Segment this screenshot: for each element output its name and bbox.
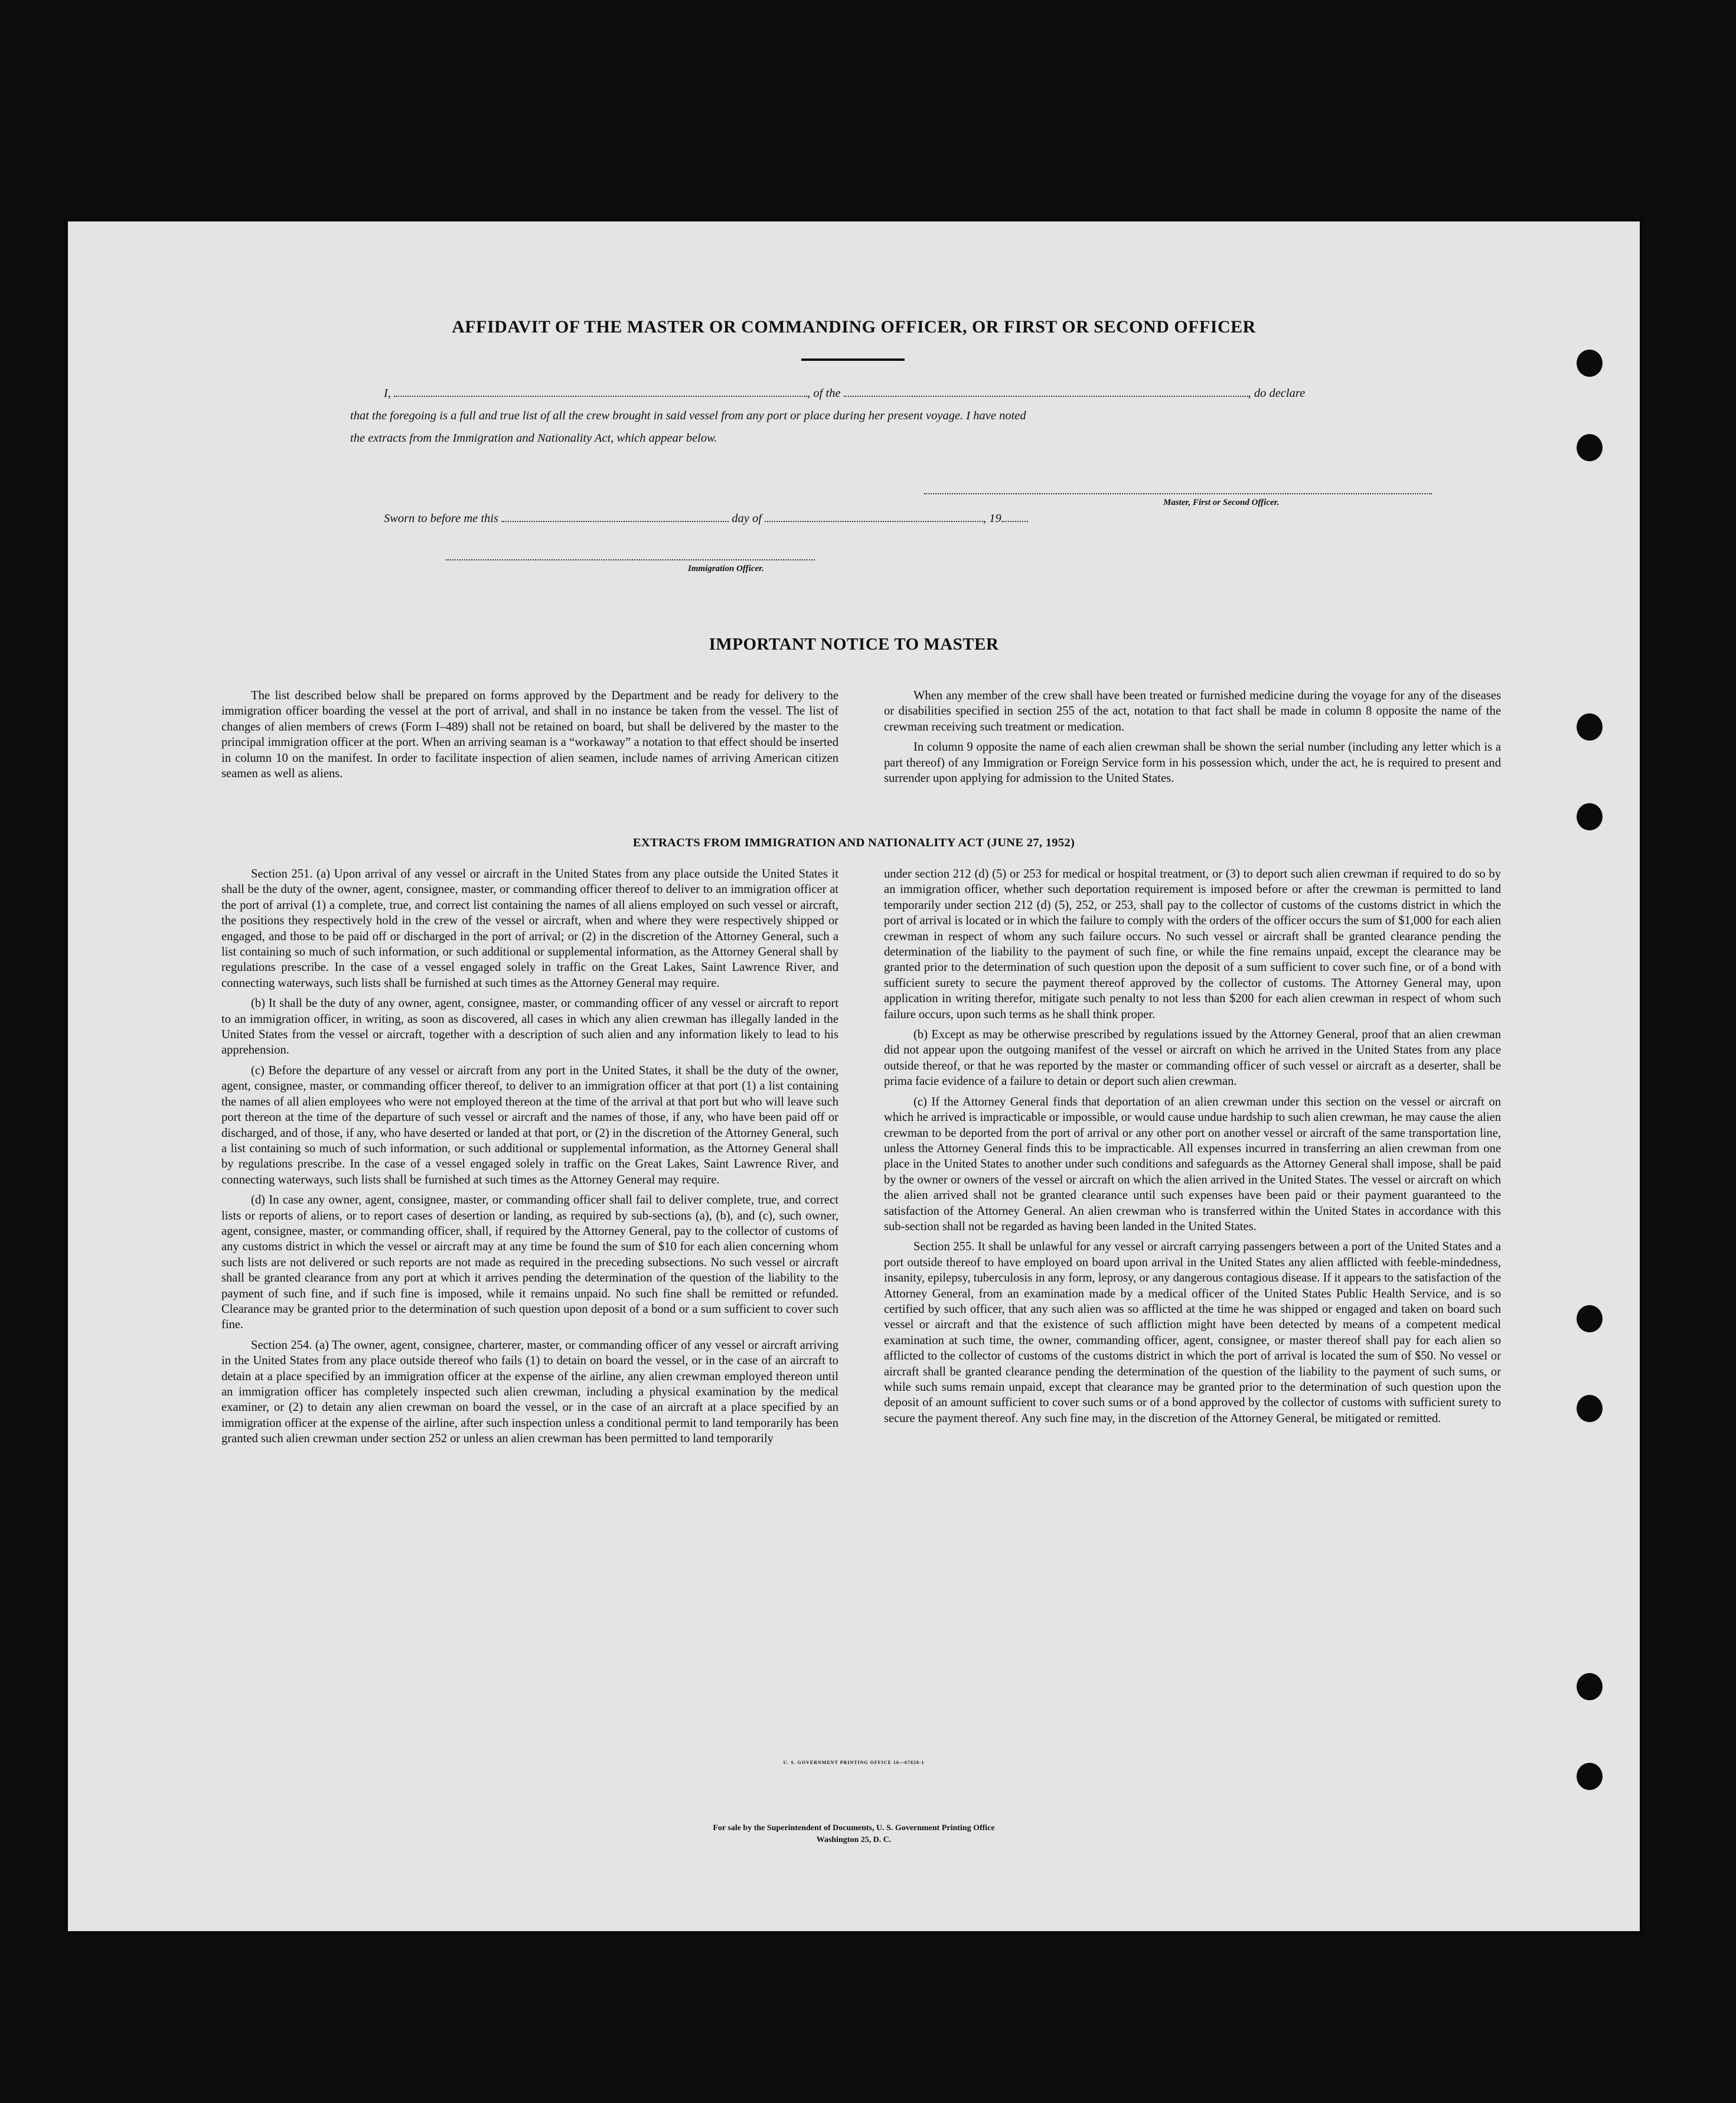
notice-right-column	[884, 688, 1501, 791]
affidavit-of-the: , of the	[807, 387, 841, 400]
master-caption: Master, First or Second Officer.	[1163, 498, 1280, 507]
extract-paragraph: (b) It shall be the duty of any owner, agent, consignee, master, or commanding officer of any vessel or aircraft to report to an immigration officer, in writing, as soon as discovered, all cases in which any alien crewman has illegally landed in the United States from the vessel or aircraft, together with a description of such alien and any information likely to lead to his apprehension.	[221, 997, 838, 1057]
extract-paragraph: under section 212 (d) (5) or 253 for medical or hospital treatment, or (3) to deport such alien crewman if required to do so by an immigration officer, whether such deportation requirement is imposed before or after the crewman is permitted to land temporarily under section 212 (d) (5), 252, or 253, shall pay to the collector of customs of the customs district in which the port of arrival is located or in which the failure to comply with the orders of the officer occurs the sum of $1,000 for each alien crewman in respect of whom any such failure occurs. No such vessel or aircraft shall be granted clearance pending the determination of the liability to the payment of such fine, or while the fine remains unpaid, except the clearance may be granted prior to the determination of such question upon the deposit of a sum sufficient to cover such fine, or of a bond with sufficient surety to secure the payment thereof approved by the collector of customs. The Attorney General may, upon application in writing therefor, mitigate such penalty to not less than $200 for each alien crewman in respect of whom such failure occurs, upon such terms as he shall think proper.	[884, 868, 1501, 1021]
affidavit-i: I,	[384, 387, 391, 400]
binder-hole-icon	[1577, 350, 1603, 377]
binder-hole-icon	[1577, 1673, 1603, 1700]
extract-paragraph: (c) Before the departure of any vessel or aircraft from any port in the United States, it shall be the duty of the owner, agent, consignee, master, or commanding officer thereof, to deliver to an immigration officer at that port (1) a list containing the names of all alien employees who were not employed thereon at the time of the arrival at that port but who will leave such port thereon at the time of the departure of such vessel or aircraft and the names of those, if any, who have been paid off or discharged, and of those, if any, who have deserted or landed at that port, or (2) in the discretion of the Attorney General, such a list containing so much of such information, or such additional or supplemental information, as the Attorney General shall by regulations prescribe. In the case of a vessel engaged solely in traffic on the Great Lakes, Saint Lawrence River, and connecting waterways, such lists shall be furnished at such times as the Attorney General may require.	[221, 1064, 838, 1186]
document-page	[68, 221, 1640, 1931]
master-signature-line[interactable]	[924, 493, 1432, 494]
affidavit-line-1	[384, 387, 1305, 400]
affidavit-line-2: that the foregoing is a full and true list of all the crew brought in said vessel from any port or place during her present voyage. I have noted	[350, 409, 1026, 422]
sworn-prefix: Sworn to before me this	[384, 512, 498, 525]
sworn-day-of: day of	[732, 512, 762, 525]
notice-left-paragraph: The list described below shall be prepared on forms approved by the Department and be ready for delivery to the immigration officer boarding the vessel at the port of arrival, and shall in no instance be taken from the vessel. The list of changes of alien members of crews (Form I–489) shall not be retained on board, but shall be delivered by the master to the principal immigration officer at the port. When an arriving seaman is a “workaway” a notation to that effect should be inserted in column 10 on the manifest. In order to facilitate inspection of alien seamen, include names of arriving American citizen seamen as well as aliens.	[221, 689, 838, 781]
binder-hole-icon	[1577, 1305, 1603, 1332]
notice-left-column	[221, 688, 838, 786]
sworn-year-blank[interactable]	[1001, 513, 1028, 522]
extracts-right-column	[884, 866, 1501, 1431]
affidavit-title: AFFIDAVIT OF THE MASTER OR COMMANDING OFFICER, OR FIRST OR SECOND OFFICER	[452, 317, 1256, 337]
extract-paragraph: Section 251. (a) Upon arrival of any vessel or aircraft in the United States from any place outside the United States it shall be the duty of the owner, agent, consignee, master, or commanding officer thereof to deliver to an immigration officer at the port of arrival (1) a complete, true, and correct list containing the names of all aliens employed on such vessel or aircraft, the positions they respectively hold in the crew of the vessel or aircraft, when and where they were respectively shipped or engaged, and those to be paid off or discharged in the port of arrival; or (2) in the discretion of the Attorney General, such a list containing so much of such information, or such additional or supplemental information, as the Attorney General shall by regulations prescribe. In the case of a vessel engaged solely in traffic on the Great Lakes, Saint Lawrence River, and connecting waterways, such lists shall be furnished at such times as the Attorney General may require.	[221, 868, 838, 990]
sworn-date-blank[interactable]	[501, 513, 729, 522]
binder-hole-icon	[1577, 803, 1603, 830]
sworn-year: , 19	[983, 512, 1001, 525]
officer-caption: Immigration Officer.	[688, 564, 764, 573]
notice-right-paragraph-1: When any member of the crew shall have been treated or furnished medicine during the voyage for any of the diseases or disabilities specified in section 255 of the act, notation to that fact shall be made in column 8 opposite the name of the crewman receiving such treatment or medication.	[884, 689, 1501, 733]
extracts-title: EXTRACTS FROM IMMIGRATION AND NATIONALITY ACT (JUNE 27, 1952)	[632, 836, 1075, 849]
extract-paragraph: (b) Except as may be otherwise prescribed by regulations issued by the Attorney General, proof that an alien crewman did not appear upon the outgoing manifest of the vessel or aircraft on which he arrived in the United States from any place outside thereof, or that he was reported by the master or commanding officer of such vessel or aircraft as a deserter, shall be prima facie evidence of a failure to detain or deport such alien crewman.	[884, 1028, 1501, 1088]
master-name-blank[interactable]	[394, 387, 807, 397]
extract-paragraph: Section 255. It shall be unlawful for any vessel or aircraft carrying passengers between a port of the United States and a port outside thereof to have employed on board upon arrival in the United States any alien afflicted with feeble-mindedness, insanity, epilepsy, tuberculosis in any form, leprosy, or any dangerous contagious disease. If it appears to the satisfaction of the Attorney General, from an examination made by a medical officer of the United States Public Health Service, and is so certified by such officer, that any such alien was so afflicted at the time he was shipped or engaged and taken on board such vessel or aircraft and that the existence of such affliction might have been detected by means of a competent medical examination at such time, the owner, commanding officer, agent, consignee, or master thereof shall pay for each alien so afflicted to the collector of customs of the customs district in which the port of arrival is located the sum of $50. No vessel or aircraft shall be granted clearance pending the determination of the question of the liability to the payment of such sums, or while such sums remain unpaid, except that clearance may be granted prior to the determination of such question upon the deposit of an amount sufficient to cover such sums or of a bond approved by the collector of customs with sufficient surety to secure the payment thereof. Any such fine may, in the discretion of the Attorney General, be mitigated or remitted.	[884, 1240, 1502, 1425]
binder-hole-icon	[1577, 713, 1603, 741]
extract-paragraph: Section 254. (a) The owner, agent, consignee, charterer, master, or commanding officer of any vessel or aircraft arriving in the United States from any place outside thereof who fails (1) to detain on board the vessel, or in the case of an aircraft to detain at a place specified by an immigration officer at the expense of the airline, any alien crewman employed thereon until an immigration officer has completely inspected such alien crewman, including a physical examination by the medical examiner, or (2) to detain any alien crewman on board the vessel, or in the case of an aircraft at a place specified by an immigration officer at the expense of the airline, after such inspection unless a conditional permit to land temporarily has been granted such alien crewman under section 252 or unless an alien crewman has been permitted to land temporarily	[221, 1338, 838, 1446]
vessel-name-blank[interactable]	[844, 387, 1248, 397]
binder-hole-icon	[1577, 434, 1603, 461]
notice-title: IMPORTANT NOTICE TO MASTER	[709, 635, 999, 654]
extracts-left-column	[221, 866, 838, 1452]
officer-signature-line[interactable]	[446, 559, 815, 560]
binder-hole-icon	[1577, 1395, 1603, 1422]
sworn-line	[384, 512, 1028, 526]
affidavit-do-declare: , do declare	[1248, 387, 1306, 400]
for-sale-line-1: For sale by the Superintendent of Documents, U. S. Government Printing Office	[713, 1824, 995, 1833]
title-rule	[801, 358, 905, 361]
extract-paragraph: (d) In case any owner, agent, consignee, master, or commanding officer shall fail to deliver complete, true, and correct lists or reports of aliens, or to report cases of desertion or landing, as required by sub-sections (a), (b), and (c), such owner, agent, consignee, master, or commanding officer, shall, if required by the Attorney General, pay to the collector of customs of any customs district in which the vessel or aircraft may at any time be found the sum of $10 for each alien concerning whom such lists are not delivered or such reports are not made as required in the preceding subsections. No such vessel or aircraft shall be granted clearance from any port at which it arrives pending the determination of the question of the liability to the payment of such fine, and if such fine is imposed, while it remains unpaid. No such fine shall be remitted or refunded. Clearance may be granted prior to the determination of such question upon deposit of a bond or a sum sufficient to cover such fine.	[221, 1194, 838, 1332]
binder-hole-icon	[1577, 1763, 1603, 1790]
affidavit-line-3: the extracts from the Immigration and Nationality Act, which appear below.	[350, 432, 717, 445]
for-sale-line-2: Washington 25, D. C.	[816, 1835, 892, 1844]
printing-office-imprint: U. S. GOVERNMENT PRINTING OFFICE 16—67820-1	[783, 1760, 925, 1765]
sworn-month-blank[interactable]	[765, 513, 983, 522]
extract-paragraph: (c) If the Attorney General finds that deportation of an alien crewman under this section on the vessel or aircraft on which he arrived is impracticable or impossible, or would cause undue hardship to such alien crewman, he may cause the alien crewman to be deported from the port of arrival or any other port on another vessel or aircraft of the same transportation line, unless the Attorney General finds this to be impracticable. All expenses incurred in transferring an alien crewman from one place in the United States to another under such conditions and safeguards as the Attorney General shall impose, shall be paid by the owner or owners of the vessel or aircraft on which the alien arrived in the United States. The vessel or aircraft on which the alien arrived shall not be granted clearance until such expenses have been paid or their payment guaranteed to the satisfaction of the Attorney General. An alien crewman who is transferred within the United States in accordance with this sub-section shall not be regarded as having been landed in the United States.	[884, 1095, 1501, 1233]
notice-right-paragraph-2: In column 9 opposite the name of each alien crewman shall be shown the serial number (including any letter which is a part thereof) of any Immigration or Foreign Service form in his possession which, under the act, he is required to present and surrender upon applying for admission to the United States.	[884, 741, 1501, 785]
